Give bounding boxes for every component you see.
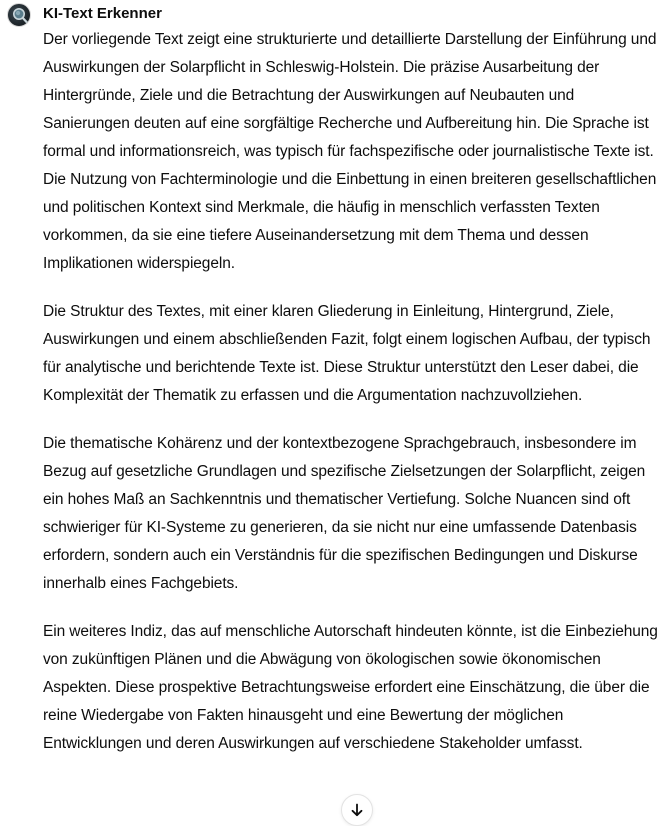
message-paragraph: Die thematische Kohärenz und der kontextbezogene Sprachgebrauch, insbesondere im Bezug auf gesetzliche Grundlagen und spezifische Zielsetzungen der Solarpflicht, zeigen ein hohes Maß an Sachkenntnis und thematischer Vertiefung. Solche Nuancen sind oft schwieriger für KI-Systeme zu generieren, da sie nicht nur eine umfassende Datenbasis erfordern, sondern auch ein Verständnis für die spezifischen Bedingungen und Diskurse innerhalb eines Fachgebiets. [43, 435, 646, 592]
magnifier-avatar-icon [7, 3, 31, 27]
message-paragraph: Der vorliegende Text zeigt eine strukturierte und detaillierte Darstellung der Einführung und Auswirkungen der Solarpflicht in Schleswig-Holstein. Die präzise Ausarbeitung der Hintergründe, Ziele und die Betrachtung der Auswirkungen auf Neubauten und Sanierungen deuten auf eine sorgfältige Recherche und Aufbereitung hin. Die Sprache ist formal und informationsreich, was typisch für fachspezifische oder journalistische Texte ist. Die Nutzung von Fachterminologie und die Einbettung in einen breiteren gesellschaftlichen und politischen Kontext sind Merkmale, die häufig in menschlich verfassten Texten vorkommen, da sie eine tiefere Auseinandersetzung mit dem Thema und dessen Implikationen widerspiegeln. [43, 31, 657, 272]
message-content [43, 26, 661, 778]
message-paragraph: Ein weiteres Indiz, das auf menschliche Autorschaft hindeuten könnte, ist die Einbeziehung von zukünftigen Plänen und die Abwägung von ökologischen sowie ökonomischen Aspekten. Diese prospektive Betrachtungsweise erfordert eine Einschätzung, die über die reine Wiedergabe von Fakten hinausgeht und eine Bewertung der möglichen Entwicklungen und deren Auswirkungen auf verschiedene Stakeholder umfasst. [43, 623, 658, 752]
arrow-down-icon [349, 802, 365, 818]
author-name: KI-Text Erkenner [43, 5, 162, 22]
message-paragraph: Die Struktur des Textes, mit einer klaren Gliederung in Einleitung, Hintergrund, Ziele, Auswirkungen und einem abschließenden Fazit, folgt einem logischen Aufbau, der typisch für analytische und berichtende Texte ist. Diese Struktur unterstützt den Leser dabei, die Komplexität der Thematik zu erfassen und die Argumentation nachzuvollziehen. [43, 303, 651, 404]
scroll-to-bottom-button[interactable] [341, 794, 373, 826]
